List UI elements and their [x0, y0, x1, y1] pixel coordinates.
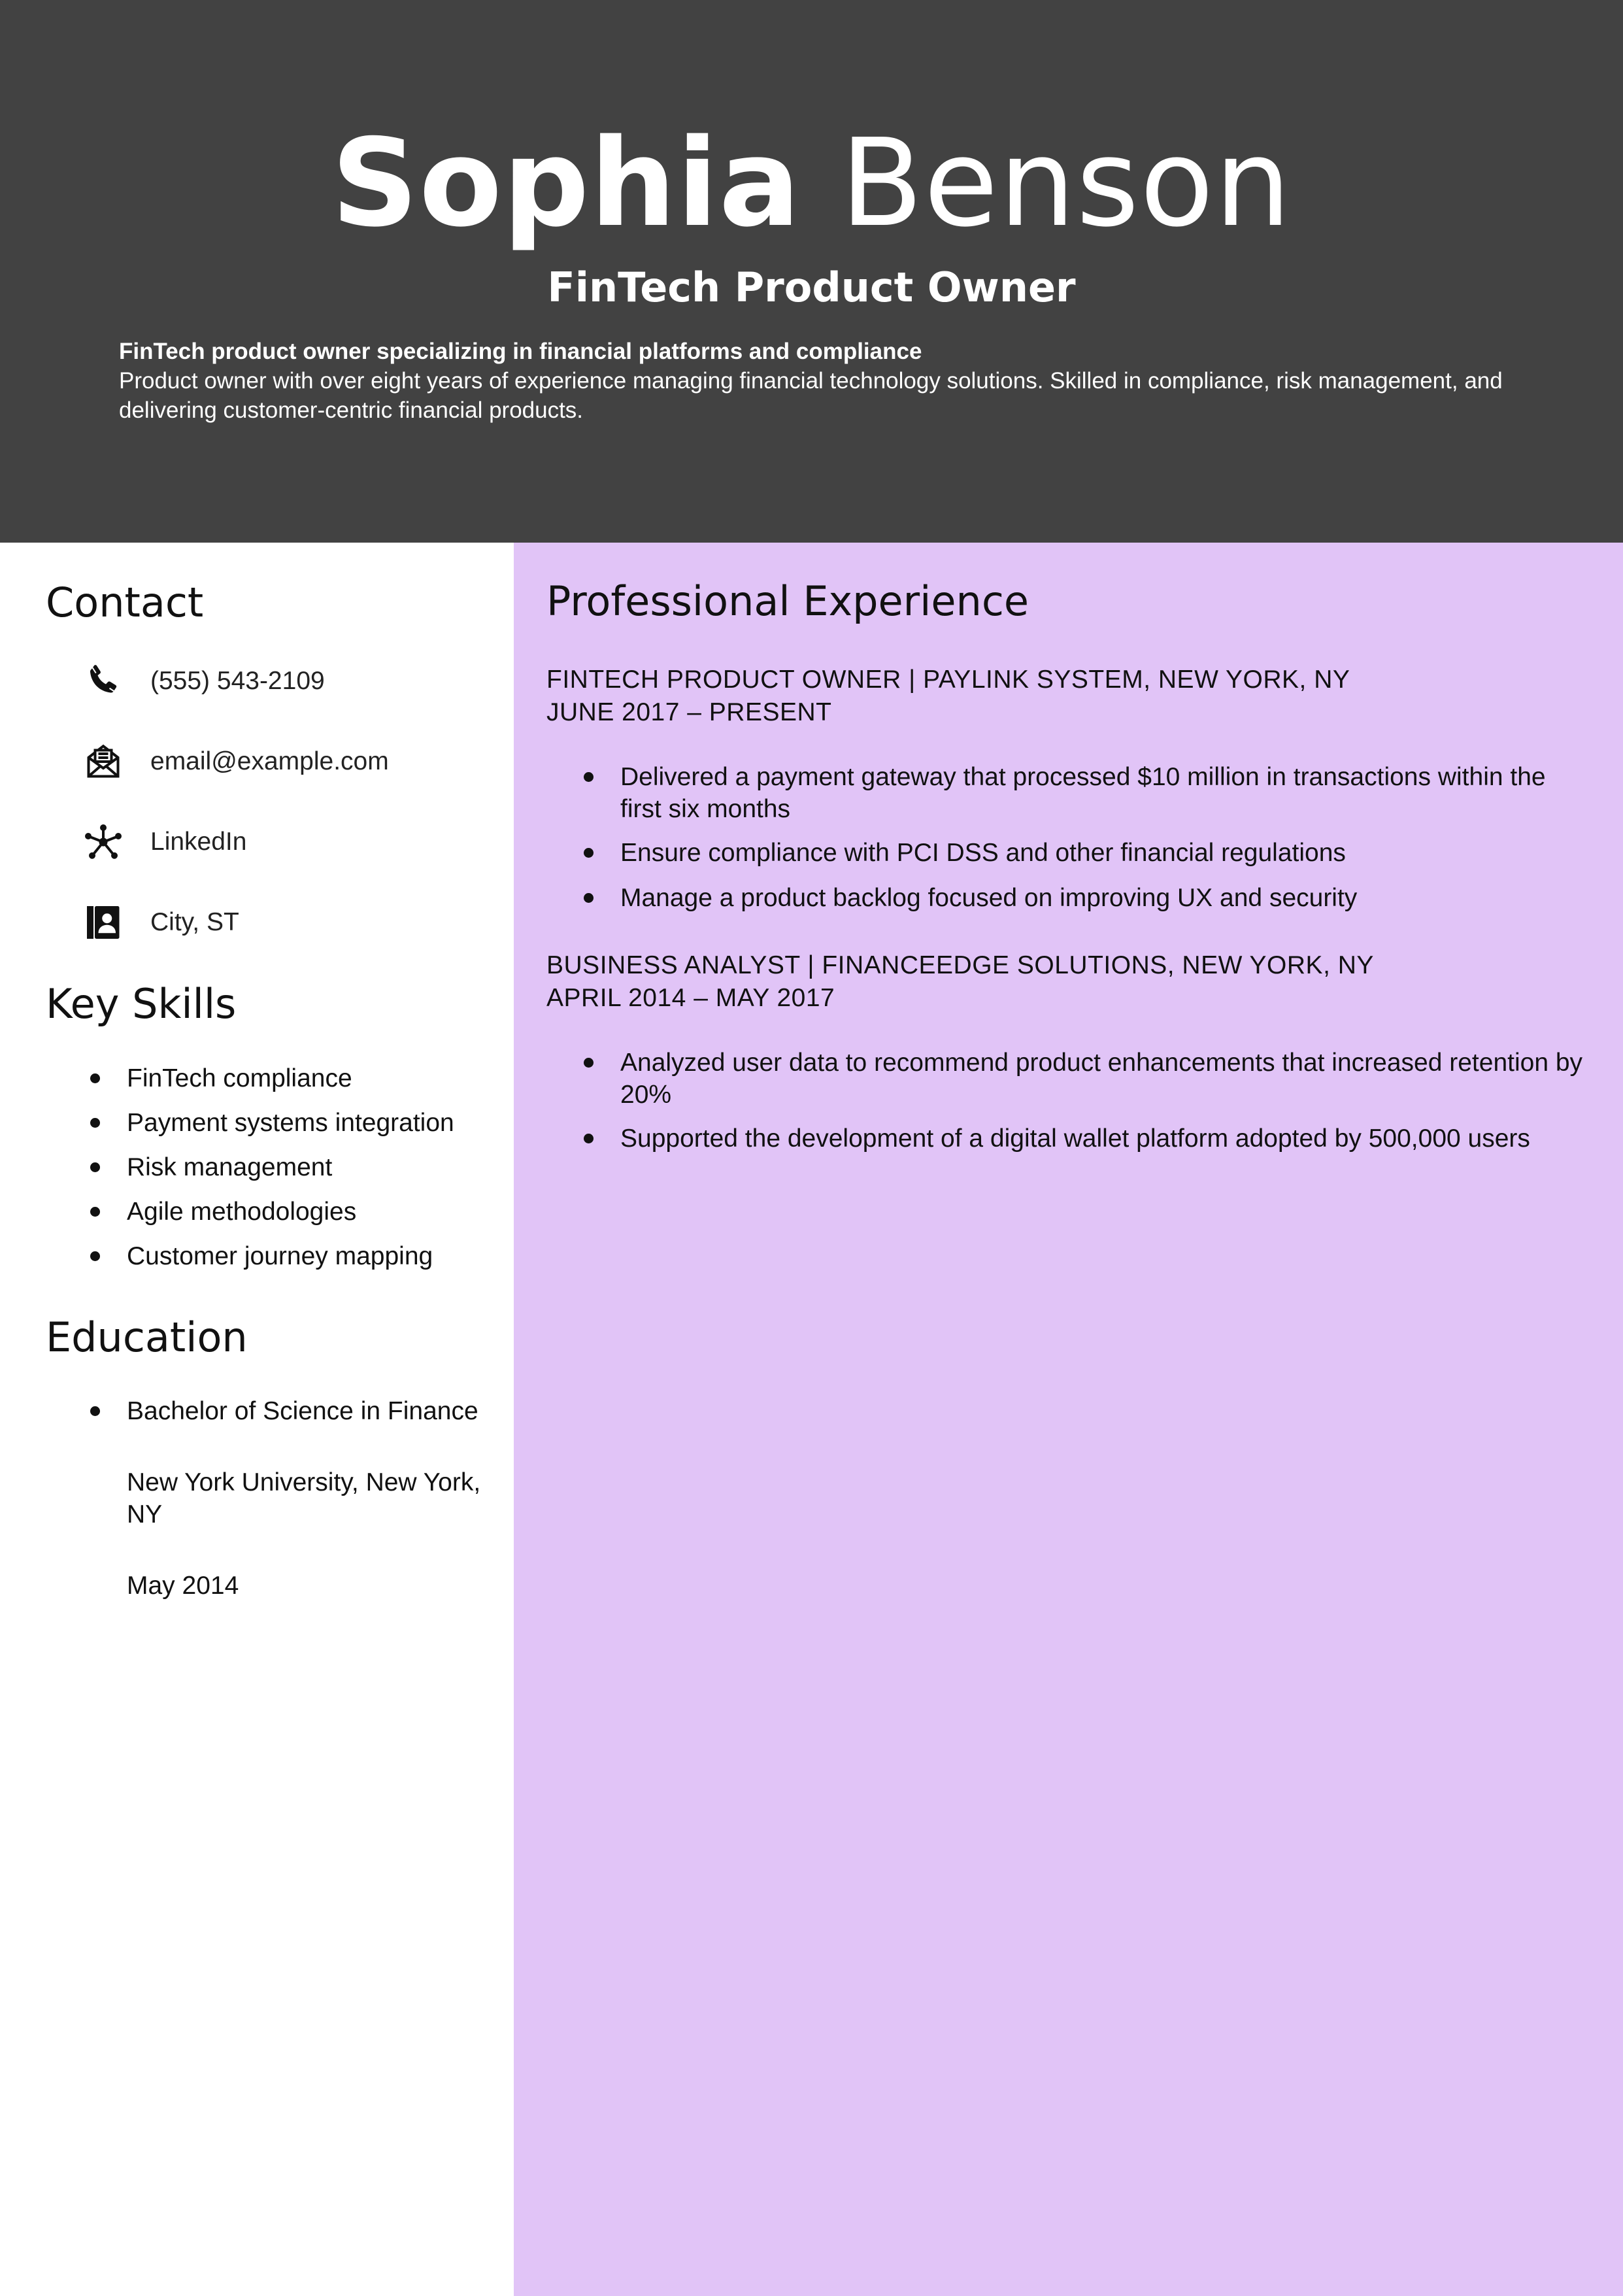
education-title: Education: [46, 1313, 248, 1361]
list-item: Manage a product backlog focused on improving UX and security: [620, 882, 1588, 914]
contact-email: [84, 739, 389, 785]
list-item: [127, 1395, 499, 1602]
contact-title: Contact: [46, 579, 204, 626]
list-item: Delivered a payment gateway that processed $10 million in transactions within the first six months: [620, 761, 1588, 825]
contact-phone: [84, 658, 325, 704]
phone-icon: [84, 662, 123, 701]
last-name: Benson: [840, 112, 1292, 254]
skills-list: [127, 1062, 493, 1272]
job-role: BUSINESS ANALYST | FINANCEEDGE SOLUTIONS, NEW YORK, NY: [546, 951, 1374, 979]
contact-text: City, ST: [150, 908, 239, 936]
address-icon: [84, 903, 123, 942]
list-item: Payment systems integration: [127, 1107, 493, 1139]
resume-header: [0, 0, 1623, 543]
list-item: Supported the development of a digital wallet platform adopted by 500,000 users: [620, 1123, 1588, 1155]
job-dates: JUNE 2017 – PRESENT: [546, 698, 832, 726]
list-item: FinTech compliance: [127, 1062, 493, 1094]
job-header: [546, 949, 1374, 1015]
full-name: [0, 111, 1623, 255]
contact-text[interactable]: LinkedIn: [150, 828, 247, 856]
job-bullets: [620, 761, 1588, 914]
education-school: New York University, New York, NY: [127, 1468, 481, 1528]
contact-linkedin[interactable]: [84, 819, 246, 865]
job-role: FINTECH PRODUCT OWNER | PAYLINK SYSTEM, NEW YORK, NY: [546, 666, 1350, 694]
education-date: May 2014: [127, 1572, 239, 1600]
education-list: [127, 1395, 499, 1602]
contact-text: (555) 543-2109: [150, 667, 325, 695]
first-name: Sophia: [331, 112, 801, 254]
summary-headline: FinTech product owner specializing in financial platforms and compliance: [119, 339, 922, 364]
education-degree: Bachelor of Science in Finance: [127, 1397, 478, 1425]
list-item: Risk management: [127, 1151, 493, 1183]
list-item: Ensure compliance with PCI DSS and other financial regulations: [620, 837, 1588, 869]
job-dates: APRIL 2014 – MAY 2017: [546, 984, 835, 1012]
list-item: Agile methodologies: [127, 1196, 493, 1228]
list-item: Analyzed user data to recommend product enhancements that increased retention by 20%: [620, 1047, 1588, 1111]
job-header: [546, 664, 1350, 729]
list-item: Customer journey mapping: [127, 1240, 493, 1272]
contact-text: email@example.com: [150, 747, 389, 775]
contact-address: [84, 900, 239, 945]
summary-body: Product owner with over eight years of experience managing financial technology solutions. Skilled in compliance, risk management, and delivering customer-centric financial products.: [119, 368, 1503, 423]
linkedin-icon: [84, 822, 123, 862]
summary: [119, 337, 1524, 425]
skills-title: Key Skills: [46, 980, 237, 1028]
job-bullets: [620, 1047, 1588, 1155]
email-icon: [84, 742, 123, 781]
experience-title: Professional Experience: [546, 577, 1029, 625]
job-title: FinTech Product Owner: [547, 263, 1076, 311]
